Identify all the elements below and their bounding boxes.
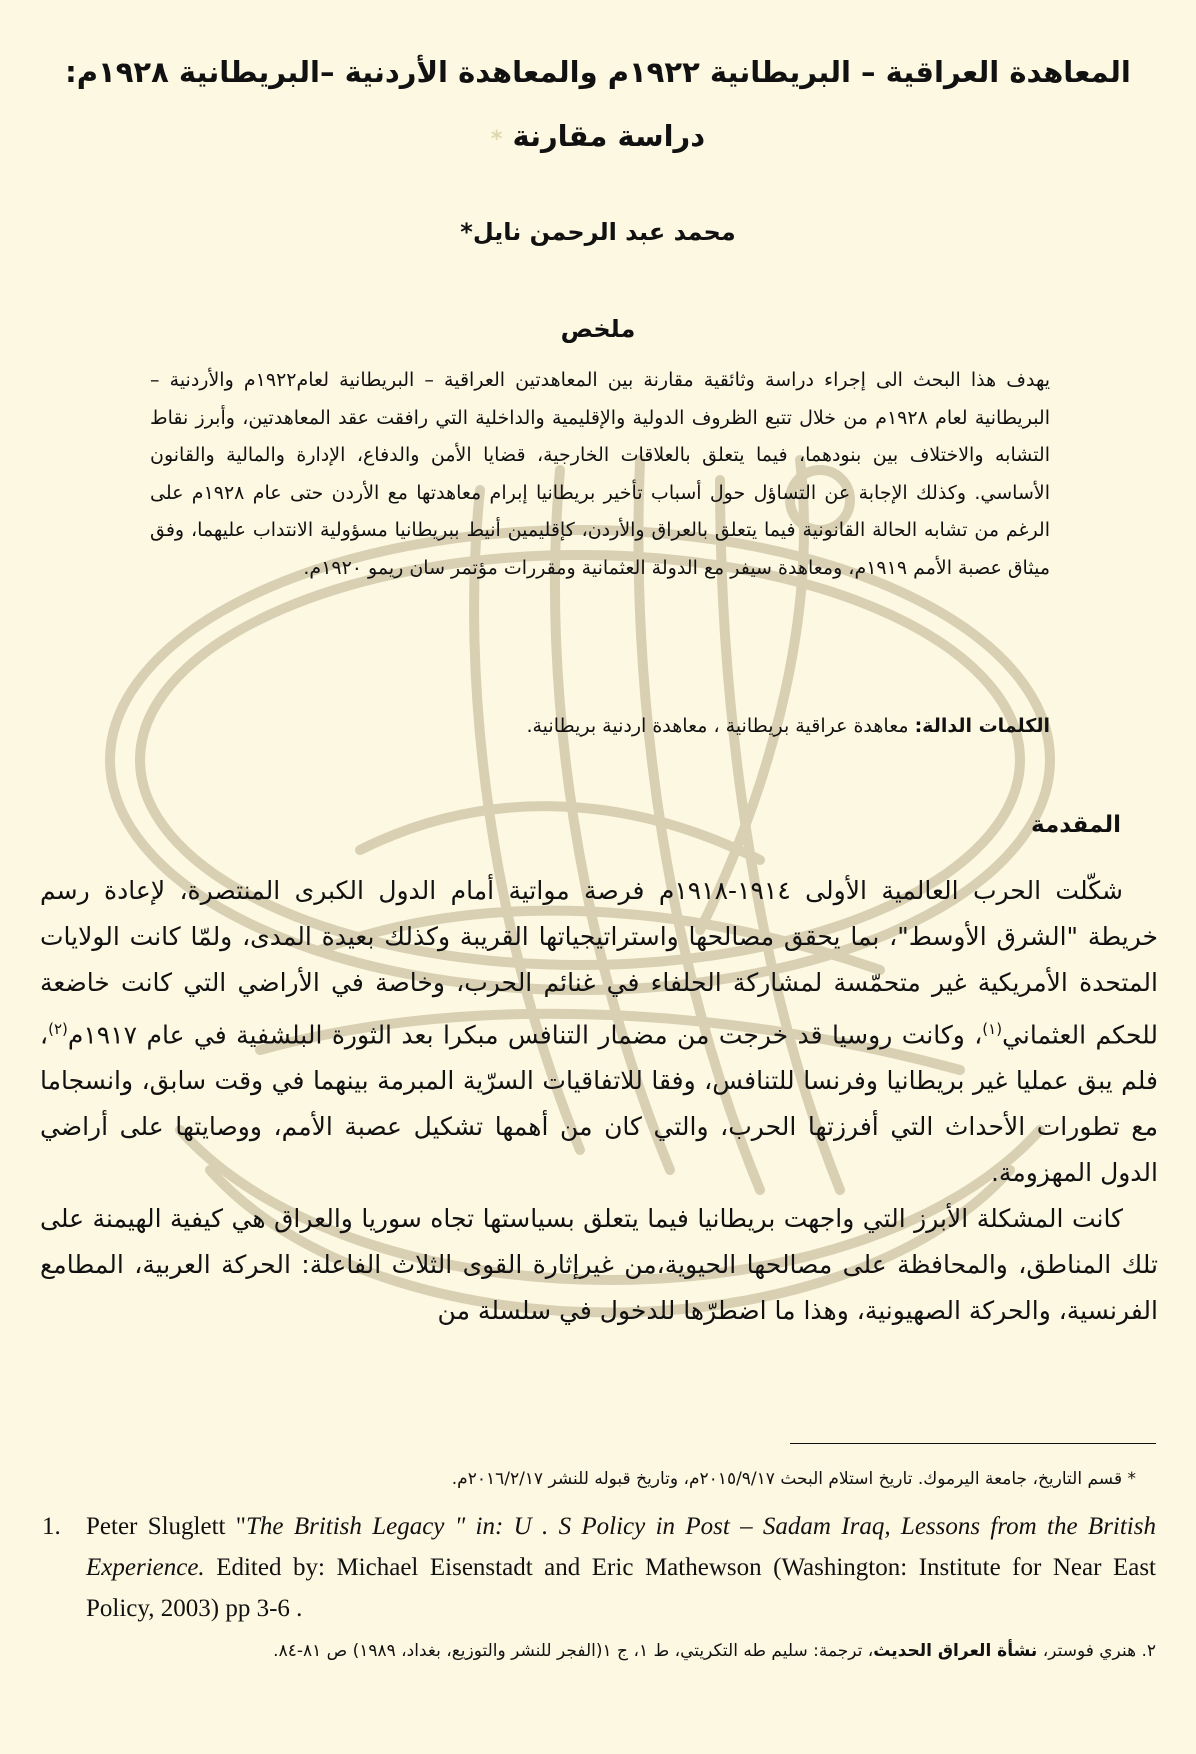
paper-title <box>60 40 1136 172</box>
footnote-1-author: Peter Sluglett " <box>86 1513 246 1540</box>
footnote-2-title: نشأة العراق الحديث <box>873 1641 1038 1661</box>
paragraph-1 <box>40 868 1158 1196</box>
title-line-2 <box>60 104 1136 172</box>
footnote-1-title: The British Legacy " in: U . S Policy in Post – Sadam Iraq, Lessons from the British Experience. <box>86 1513 1156 1581</box>
paragraph-1-part-b: ، وكانت روسيا قد خرجت من مضمار التنافس مبكرا بعد الثورة البلشفية في عام ١٩١٧م <box>67 1020 983 1050</box>
footnote-2-rest: ، ترجمة: سليم طه التكريتي، ط ١، ج ١(الفجر للنشر والتوزيع، بغداد، ١٩٨٩) ص ٨١-٨٤. <box>273 1641 874 1661</box>
title-line-2-text: دراسة مقارنة <box>512 119 706 153</box>
title-line-1: المعاهدة العراقية – البريطانية ١٩٢٢م والمعاهدة الأردنية –البريطانية ١٩٢٨م: <box>65 55 1131 89</box>
abstract-heading: ملخص <box>560 315 636 343</box>
author-name: محمد عبد الرحمن نايل* <box>460 218 736 246</box>
paragraph-1-part-a: شكّلت الحرب العالمية الأولى ١٩١٤-١٩١٨م فرصة مواتية أمام الدول الكبرى المنتصرة، لإعادة رسم خريطة "الشرق الأوسط"، بما يحقق مصالحها واستراتيجياتها القريبة وكذلك بعيدة المدى، ولمّا كانت الولايات المتحدة الأمريكية غير متحمّسة لمشاركة الحلفاء في غنائم الحرب، وخاصة في الأراضي التي كانت خاضعة للحكم العثماني <box>40 876 1158 1050</box>
footnote-ref-1[interactable]: (١) <box>982 1020 1003 1038</box>
paragraph-2: كانت المشكلة الأبرز التي واجهت بريطانيا فيما يتعلق بسياستها تجاه سوريا والعراق هي كيفية الهيمنة على تلك المناطق، والمحافظة على مصالحها الحيوية،من غيرإثارة القوى الثلاث الفاعلة: الحركة العربية، المطامع الفرنسية، والحركة الصهيونية، وهذا ما اضطرّها للدخول في سلسلة من <box>40 1204 1158 1326</box>
keywords-label: الكلمات الدالة: <box>914 715 1050 737</box>
paragraph-1-part-c: ، فلم يبق عمليا غير بريطانيا وفرنسا للتنافس، وفقا للاتفاقيات السرّية المبرمة بينهما في وقت سابق، وانسجاما مع تطورات الأحداث التي أفرزتها الحرب، والتي كان من أهمها تشكيل عصبة الأمم، ووصايتها على أراضي الدول المهزومة. <box>40 1020 1158 1188</box>
footnote-2-number: ٢. <box>1141 1641 1156 1661</box>
footnote-1-number: 1. <box>42 1513 61 1540</box>
footnote-2 <box>40 1634 1156 1668</box>
abstract-text: يهدف هذا البحث الى إجراء دراسة وثائقية مقارنة بين المعاهدتين العراقية – البريطانية لعام١٩٢٢م والأردنية – البريطانية لعام ١٩٢٨م من خلال تتبع الظروف الدولية والإقليمية والداخلية التي رافقت عقد المعاهدتين، وأبرز نقاط التشابه والاختلاف بين بنودهما، فيما يتعلق بالعلاقات الخارجية، قضايا الأمن والدفاع، الإدارة والمالية والقانون الأساسي. وكذلك الإجابة عن التساؤل حول أسباب تأخير بريطانيا إبرام معاهدتها مع الأردن حتى عام ١٩٢٨م على الرغم من تشابه الحالة القانونية فيما يتعلق بالعراق والأردن، كإقليمين أنيط ببريطانيا مسؤولية الانتداب عليهما، وفق ميثاق عصبة الأمم ١٩١٩م، ومعاهدة سيفر مع الدولة العثمانية ومقررات مؤتمر سان ريمو ١٩٢٠م. <box>150 369 1050 579</box>
footnote-1-text <box>86 1506 1156 1629</box>
footnote-ref-2[interactable]: (٢) <box>48 1020 68 1038</box>
introduction-heading: المقدمة <box>1031 812 1121 838</box>
footnote-1 <box>40 1506 1156 1629</box>
footnote-affiliation: * قسم التاريخ، جامعة اليرموك. تاريخ استلام البحث ٢٠١٥/٩/١٧م، وتاريخ قبوله للنشر ٢٠١٦/٢/١٧م. <box>451 1469 1136 1489</box>
footnote-1-rest: Edited by: Michael Eisenstadt and Eric Mathewson (Washington: Institute for Near East Policy, 2003) pp 3-6 . <box>86 1554 1156 1622</box>
title-footnote-marker: * <box>490 127 503 152</box>
introduction-body <box>40 868 1158 1334</box>
footnote-2-author: هنري فوستر، <box>1037 1641 1142 1661</box>
keywords-text: معاهدة عراقية بريطانية ، معاهدة اردنية بريطانية. <box>526 715 915 737</box>
keywords <box>150 708 1050 744</box>
footnote-divider <box>790 1443 1156 1444</box>
